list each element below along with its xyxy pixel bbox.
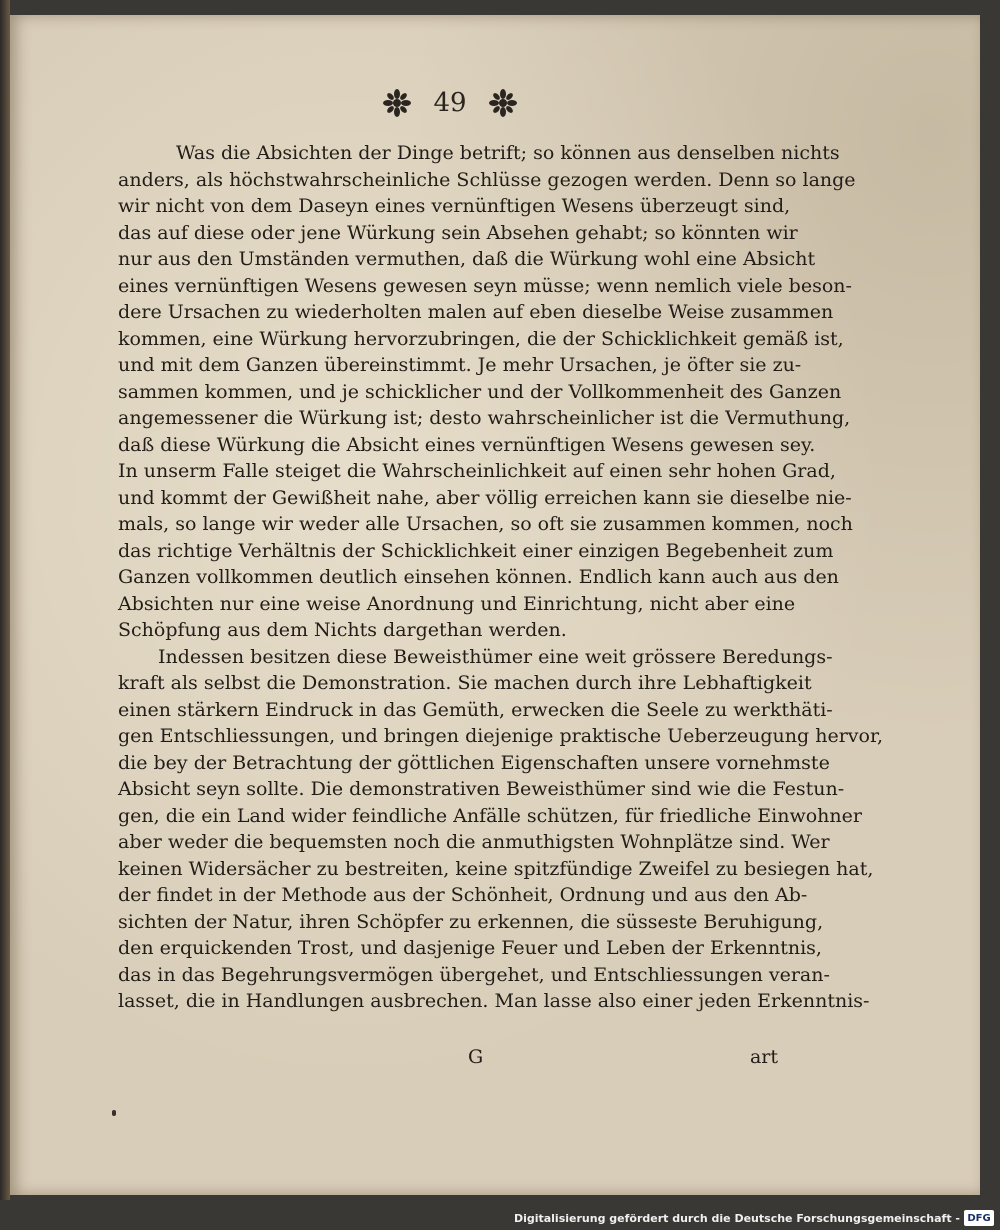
- text-line: eines vernünftigen Wesens gewesen seyn müsse; wenn nemlich viele beson-: [118, 274, 852, 297]
- text-line: Was die Absichten der Dinge betrift; so können aus denselben nichts: [176, 142, 840, 164]
- text-line: Ganzen vollkommen deutlich einsehen können. Endlich kann auch aus den: [118, 566, 839, 588]
- text-line: dere Ursachen zu wiederholten malen auf eben dieselbe Weise zusammen: [118, 301, 834, 323]
- body-text: [118, 140, 884, 1015]
- text-line: gen Entschliessungen, und bringen diejenige praktische Ueberzeugung hervor,: [118, 725, 884, 747]
- text-line: aber weder die bequemsten noch die anmuthigsten Wohnplätze sind. Wer: [118, 831, 830, 853]
- text-line: gen, die ein Land wider feindliche Anfälle schützen, für friedliche Einwohner: [118, 804, 862, 827]
- text-line: In unserm Falle steiget die Wahrscheinlichkeit auf einen sehr hohen Grad,: [118, 460, 836, 482]
- text-line: die bey der Betrachtung der göttlichen Eigenschaften unsere vornehmste: [118, 751, 830, 774]
- text-line: das in das Begehrungsvermögen übergehet, und Entschliessungen veran-: [118, 963, 830, 986]
- fleuron-icon: [383, 89, 411, 117]
- page-footer-marks: [118, 1046, 778, 1074]
- text-line: kraft als selbst die Demonstration. Sie machen durch ihre Lebhaftigkeit: [118, 672, 812, 694]
- dfg-logo: DFG: [964, 1210, 994, 1226]
- text-line: angemessener die Würkung ist; desto wahrscheinlicher ist die Vermuthung,: [118, 407, 851, 429]
- text-line: anders, als höchstwahrscheinliche Schlüsse gezogen werden. Denn so lange: [118, 168, 856, 191]
- catchword: art: [749, 1046, 778, 1068]
- paragraph-2: [118, 644, 884, 1015]
- text-line: wir nicht von dem Daseyn eines vernünftigen Wesens überzeugt sind,: [118, 195, 791, 217]
- signature-mark: G: [468, 1046, 484, 1068]
- text-line: den erquickenden Trost, und dasjenige Feuer und Leben der Erkenntnis,: [118, 937, 822, 959]
- text-line: nur aus den Umständen vermuthen, daß die Würkung wohl eine Absicht: [118, 248, 816, 270]
- text-line: das richtige Verhältnis der Schicklichkeit einer einzigen Begebenheit zum: [118, 539, 834, 562]
- text-line: Absicht seyn sollte. Die demonstrativen Beweisthümer sind wie die Festun-: [118, 778, 845, 800]
- ink-speck: [112, 1110, 116, 1116]
- text-line: keinen Widersächer zu bestreiten, keine spitzfündige Zweifel zu besiegen hat,: [118, 857, 874, 880]
- page-header: [340, 83, 560, 123]
- text-line: und kommt der Gewißheit nahe, aber völlig erreichen kann sie dieselbe nie-: [118, 486, 852, 509]
- text-line: sichten der Natur, ihren Schöpfer zu erkennen, die süsseste Beruhigung,: [118, 910, 824, 933]
- text-line: einen stärkern Eindruck in das Gemüth, erwecken die Seele zu werkthäti-: [118, 698, 833, 721]
- text-line: und mit dem Ganzen übereinstimmt. Je mehr Ursachen, je öfter sie zu-: [118, 354, 802, 376]
- text-line: Absichten nur eine weise Anordnung und Einrichtung, nicht aber eine: [118, 592, 796, 615]
- text-line: das auf diese oder jene Würkung sein Absehen gehabt; so könnten wir: [118, 221, 798, 244]
- paragraph-1: [118, 140, 856, 644]
- text-line: Indessen besitzen diese Beweisthümer eine weit grössere Beredungs-: [158, 645, 833, 668]
- text-line: daß diese Würkung die Absicht eines vernünftigen Wesens gewesen sey.: [118, 433, 816, 456]
- text-line: Schöpfung aus dem Nichts dargethan werden.: [118, 619, 567, 641]
- text-line: der findet in der Methode aus der Schönheit, Ordnung und aus den Ab-: [118, 884, 808, 906]
- digitization-credit: Digitalisierung gefördert durch die Deutsche Forschungsgemeinschaft -: [513, 1212, 960, 1225]
- text-line: lasset, die in Handlungen ausbrechen. Man lasse also einer jeden Erkenntnis-: [118, 990, 870, 1012]
- text-line: kommen, eine Würkung hervorzubringen, die der Schicklichkeit gemäß ist,: [118, 327, 844, 350]
- page-number: 49: [433, 88, 467, 118]
- text-line: sammen kommen, und je schicklicher und der Vollkommenheit des Ganzen: [118, 380, 842, 403]
- text-line: mals, so lange wir weder alle Ursachen, so oft sie zusammen kommen, noch: [118, 513, 853, 535]
- scan-binding-edge: [0, 0, 10, 1230]
- fleuron-icon: [489, 89, 517, 117]
